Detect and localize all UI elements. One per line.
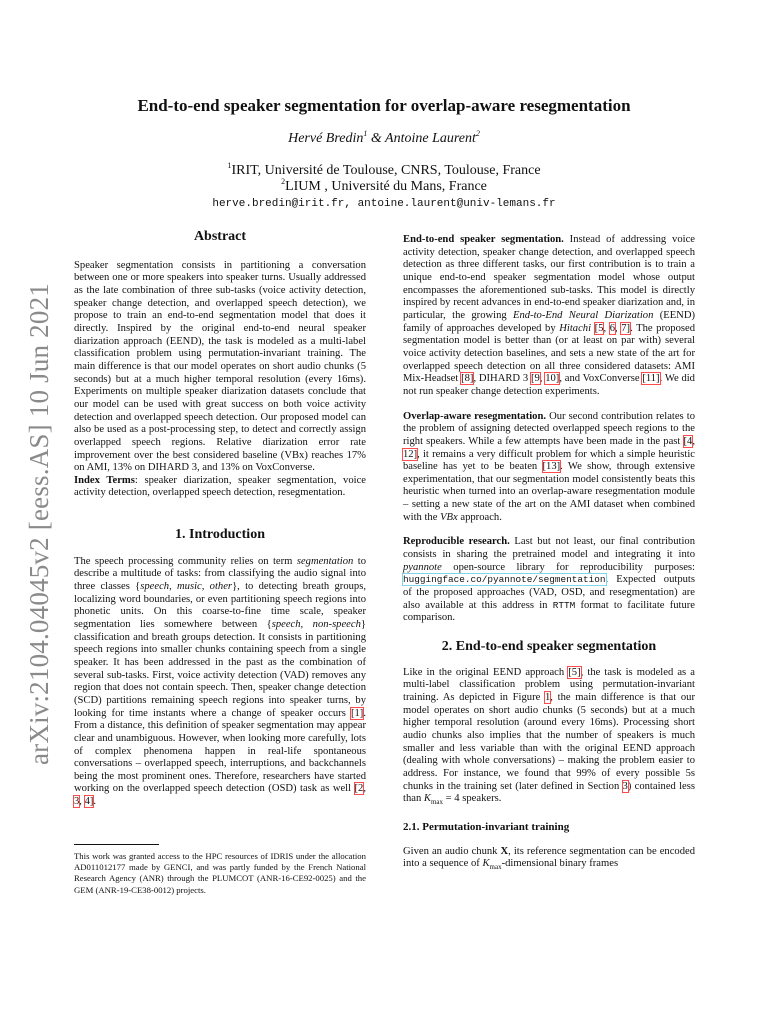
body-text: , the main difference is that our model operates on short audio chunks (5 seconds) but at a much higher temporal resolution (around every 16ms). Processing short audio chunks also implies that the number of speakers is much smaller and less variable than with the original EEND approach (dealing with whole conversations) – making the problem easier to address. For instance, we found that 99% of every possible 5s chunks in the training set (later defined in Section bbox=[403, 692, 695, 792]
paper-title: End-to-end speaker segmentation for overlap-aware resegmentation bbox=[137, 96, 631, 115]
affiliation-1-mark: 1 bbox=[227, 161, 232, 170]
rttm-format-label: RTTM bbox=[552, 599, 576, 611]
author-1-affil-mark: 1 bbox=[363, 129, 368, 138]
section-2-paragraph bbox=[403, 667, 695, 809]
math-subscript: max bbox=[430, 798, 444, 807]
citation-link[interactable]: [5 bbox=[594, 322, 604, 334]
intro-text: } classification and breath groups detection. It consists in partitioning speech regions into smaller chunks containing speech from a single speaker. It has been addressed in the past as the combination of several sub-tasks. First, voice activity detection (VAD) removes any region that does not contain speech. Then, speaker change detection (SCD) partitions remaining speech regions into speaker turns, by looking for time instants where a change of speaker occurs bbox=[74, 618, 366, 719]
affiliation-2-text: LIUM , Université du Mans, France bbox=[285, 179, 487, 194]
math-symbol: X bbox=[500, 845, 509, 857]
reproducible-paragraph bbox=[403, 536, 695, 625]
body-text: format to facilitate future comparison. bbox=[403, 599, 696, 624]
body-text: = 4 speakers. bbox=[443, 793, 502, 805]
body-text: (EEND) family of approaches developed by bbox=[403, 309, 695, 334]
arxiv-stamp: arXiv:2104.04045v2 [eess.AS] 10 Jun 2021 bbox=[24, 283, 54, 765]
affiliation-1-text: IRIT, Université de Toulouse, CNRS, Toulouse, France bbox=[231, 163, 541, 178]
author-2-affil-mark: 2 bbox=[475, 129, 480, 138]
body-text: Our second contribution relates to the problem of assigning detected overlapped speech regions to the right speakers. While a few attempts have been made in the past bbox=[403, 410, 695, 447]
reproducible-label: Reproducible research. bbox=[403, 536, 510, 548]
body-text: -dimensional binary frames bbox=[501, 858, 619, 870]
body-text: , DIHARD 3 bbox=[473, 373, 531, 385]
math-symbol: K bbox=[423, 793, 431, 805]
introduction-heading: 1. Introduction bbox=[175, 527, 265, 542]
body-text: approach. bbox=[457, 511, 502, 523]
intro-text: to describe a multitude of tasks: from classifying the audio signal into three classes { bbox=[74, 555, 366, 592]
figure-link[interactable]: 1 bbox=[545, 692, 551, 703]
author-2: Antoine Laurent bbox=[385, 131, 476, 146]
citation-link[interactable]: 6 bbox=[609, 322, 615, 334]
body-text: . The proposed segmentation model is better than (or at least on par with) several voice activity detection baselines, and sets a new state of the art for overlapped speech detection on all three considered datasets: AMI Mix-Headset bbox=[403, 322, 696, 385]
right-column bbox=[403, 234, 695, 874]
abstract-heading: Abstract bbox=[193, 229, 247, 244]
abstract-section bbox=[74, 231, 366, 500]
math-subscript: max bbox=[489, 863, 502, 872]
intro-text: The speech processing community relies on term bbox=[74, 555, 297, 567]
introduction-section bbox=[74, 529, 366, 809]
intro-emphasis: speech, music, other bbox=[140, 580, 233, 592]
math-symbol: K bbox=[482, 858, 490, 870]
body-emphasis: VBx bbox=[440, 511, 458, 523]
author-1: Hervé Bredin bbox=[288, 131, 364, 146]
overlap-label: Overlap-aware resegmentation. bbox=[403, 410, 547, 422]
body-text: . We did not run speaker change detection experiments. bbox=[403, 373, 695, 397]
body-text: ) contained less than bbox=[403, 780, 695, 805]
body-text: . We show, through extensive experimentation, that our segmentation model consistently beats this heuristic when turned into an overlap-aware resegmentation module – setting a new state of the art on the AMI dataset when combined with the bbox=[403, 461, 696, 523]
body-emphasis: End-to-End Neural Diarization bbox=[513, 309, 654, 321]
affiliation-1 bbox=[74, 163, 694, 179]
abstract-body: Speaker segmentation consists in partitioning a conversation between one or more speakers into speaker turns. Usually addressed as the late combination of three sub-tasks (voice activity detection, speaker change detection, and overlapped speech detection), we propose to train an end-to-end segmentation model that does it directly. Inspired by the original end-to-end neural speaker diarization approach (EEND), the task is modeled as a multi-label classification problem using permutation-invariant training. The main difference is that our model operates on short audio chunks (5 seconds) but at a much higher temporal resolution (every 16ms). Experiments on multiple speaker diarization datasets conclude that our model can be used with great success on both voice activity detection and overlapped speech detection. Our proposed model can also be used as a post-processing step, to detect and correctly assign overlapped speech regions. Relative diarization error rate improvement over the best considered baseline (VBx) reaches 17% on AMI, 13% on DIHARD 3, and 13% on VoxConverse. bbox=[74, 259, 366, 474]
body-text: Last but not least, our final contribution consists in sharing the pretrained model and integrating it into bbox=[403, 536, 695, 561]
body-text: Instead of addressing voice activity detection, speaker change detection, and overlapped speech detection as three different tasks, our first contribution is to train a unique end-to-end speaker segmentation model whose output encompasses the aforementioned sub-tasks. This model is directly inspired by recent advances in end-to-end speaker diarization and, in particular, the growing bbox=[403, 234, 695, 321]
body-emphasis: pyannote bbox=[403, 561, 442, 573]
subsection-2-1-paragraph bbox=[403, 846, 695, 874]
body-text: Given an audio chunk bbox=[403, 845, 501, 857]
huggingface-link[interactable]: huggingface.co/pyannote/segmentation bbox=[403, 574, 606, 586]
citation-link[interactable]: [2 bbox=[354, 783, 364, 795]
intro-text: . From a distance, this definition of speaker segmentation may appear clear and unambiguous. However, when looking more carefully, lots of complex phenomena happen in real-life spontaneous conversations – overlapped speech, interruptions, and backchannels being the most prominent ones. Therefore, researchers have started working on the overlapped speech detection (OSD) task as well bbox=[74, 707, 366, 795]
footnote: This work was granted access to the HPC resources of IDRIS under the allocation AD011012177 made by GENCI, and was partly funded by the French National Research Agency (ANR) through the PLUMCOT (ANR-16-CE92-0025) and the GEM (ANR-19-CE38-0012) projects. bbox=[74, 851, 366, 895]
author-emails: herve.bredin@irit.fr, antoine.laurent@univ-lemans.fr bbox=[212, 198, 556, 210]
e2e-paragraph: End-to-end speaker segmentation. Instead of addressing voice activity detection, speaker change detection, and overlapped speech detection as three different tasks, our first contribution is to train a unique end-to-end speaker segmentation model whose output encompasses the aforementioned sub-tasks. This model is directly inspired by recent advances in end-to-end speaker diarization and, in particular, the growing End-to-End Neural Diarization (EEND) family of approaches developed by Hitachi [5, 6, 7]. The proposed segmentation model is better than (or at least on par with) several voice activity detection baselines, and sets a new state of the art for overlapped speech detection on all three considered datasets: AMI Mix-Headset [8], DIHARD 3 [9, 10], and VoxConverse [11]. We did not run speaker change detection experiments. bbox=[403, 234, 696, 397]
e2e-label: End-to-end speaker segmentation. bbox=[403, 234, 564, 245]
index-terms-text: : speaker diarization, speaker segmentation, voice activity detection, overlapped speech detection, resegmentation. bbox=[74, 474, 366, 499]
citation-link[interactable]: 10] bbox=[545, 373, 560, 385]
intro-text: . bbox=[93, 796, 97, 808]
author-line bbox=[74, 131, 694, 147]
body-text: , it remains a very difficult problem for which a simple heuristic baseline has yet to be beaten bbox=[403, 448, 695, 473]
citation-link[interactable]: 3 bbox=[74, 796, 80, 808]
citation-link[interactable]: [1] bbox=[350, 707, 364, 719]
citation-link[interactable]: [13] bbox=[542, 461, 561, 473]
body-text: open-source library for reproducibility purposes: bbox=[441, 561, 695, 573]
intro-emphasis: speech, non-speech bbox=[271, 618, 361, 630]
citation-link[interactable]: 7] bbox=[621, 322, 631, 334]
intro-emphasis: segmentation bbox=[296, 555, 354, 567]
section-link[interactable]: 3 bbox=[622, 780, 628, 792]
body-text: , the task is modeled as a multi-label classification problem using permutation-invariant training. As depicted in Figure bbox=[403, 666, 695, 703]
body-text: , its reference segmentation can be encoded into a sequence of bbox=[403, 845, 695, 870]
affiliation-2 bbox=[74, 179, 694, 195]
citation-link[interactable]: [11] bbox=[642, 373, 660, 385]
citation-link[interactable]: [4 bbox=[683, 435, 693, 447]
citation-link[interactable]: 4] bbox=[84, 796, 94, 808]
author-separator: & bbox=[367, 131, 386, 146]
index-terms-label: Index Terms bbox=[74, 474, 135, 486]
body-text: . Expected outputs of the proposed approaches (VAD, OSD, and resegmentation) are also available at this address in bbox=[403, 574, 695, 611]
body-text: , and VoxConverse bbox=[559, 373, 643, 385]
overlap-paragraph: Overlap-aware resegmentation. Our second contribution relates to the problem of assigning detected overlapped speech regions to the right speakers. While a few attempts have been made in the past [4, 12], it remains a very difficult problem for which a simple heuristic baseline has yet to be beaten [13]. We show, through extensive experimentation, that our segmentation model consistently beats this heuristic when turned into an overlap-aware resegmentation module – setting a new state of the art on the AMI dataset when combined with the VBx approach. bbox=[403, 410, 696, 523]
body-text: Like in the original EEND approach bbox=[403, 666, 569, 678]
citation-link[interactable]: [9 bbox=[530, 373, 540, 385]
body-emphasis: Hitachi bbox=[559, 322, 592, 334]
citation-link[interactable]: 12] bbox=[403, 448, 418, 460]
intro-text: }, to detecting breath groups, localizing word boundaries, or even partitioning speech regions into phonetic units. On this coarse-to-fine time scale, speaker segmentation lies somewhere between { bbox=[74, 580, 366, 630]
affiliation-2-mark: 2 bbox=[281, 177, 286, 186]
subsection-2-1-heading: 2.1. Permutation-invariant training bbox=[403, 821, 570, 834]
index-terms bbox=[74, 475, 366, 500]
section-2-heading: 2. End-to-end speaker segmentation bbox=[441, 639, 657, 655]
introduction-paragraph: The speech processing community relies on term segmentation to describe a multitude of tasks: from classifying the audio signal into three classes {speech, music, other}, to detecting breath groups, localizing word boundaries, or even partitioning speech regions into phonetic units. On this coarse-to-fine time scale, speaker segmentation lies somewhere between {speech, non-speech} classification and breath groups detection. It consists in partitioning speech regions into smaller chunks containing speech from a single speaker. It has been addressed in the past as the combination of several sub-tasks. First, voice activity detection (VAD) removes any region that does not contain speech. Then, speaker change detection (SCD) partitions remaining speech regions into speaker turns, by looking for time instants where a change of speaker occurs [1]. From a distance, this definition of speaker segmentation may appear clear and unambiguous. However, when looking more carefully, lots of complex phenomena happen in real-life spontaneous conversations – overlapped speech, interruptions, and backchannels being the most prominent ones. Therefore, researchers have started working on the overlapped speech detection (OSD) task as well [2, 3, 4]. bbox=[74, 555, 366, 808]
footnote-rule bbox=[74, 844, 159, 845]
citation-link[interactable]: [8] bbox=[461, 373, 474, 385]
citation-link[interactable]: [5] bbox=[568, 666, 581, 678]
